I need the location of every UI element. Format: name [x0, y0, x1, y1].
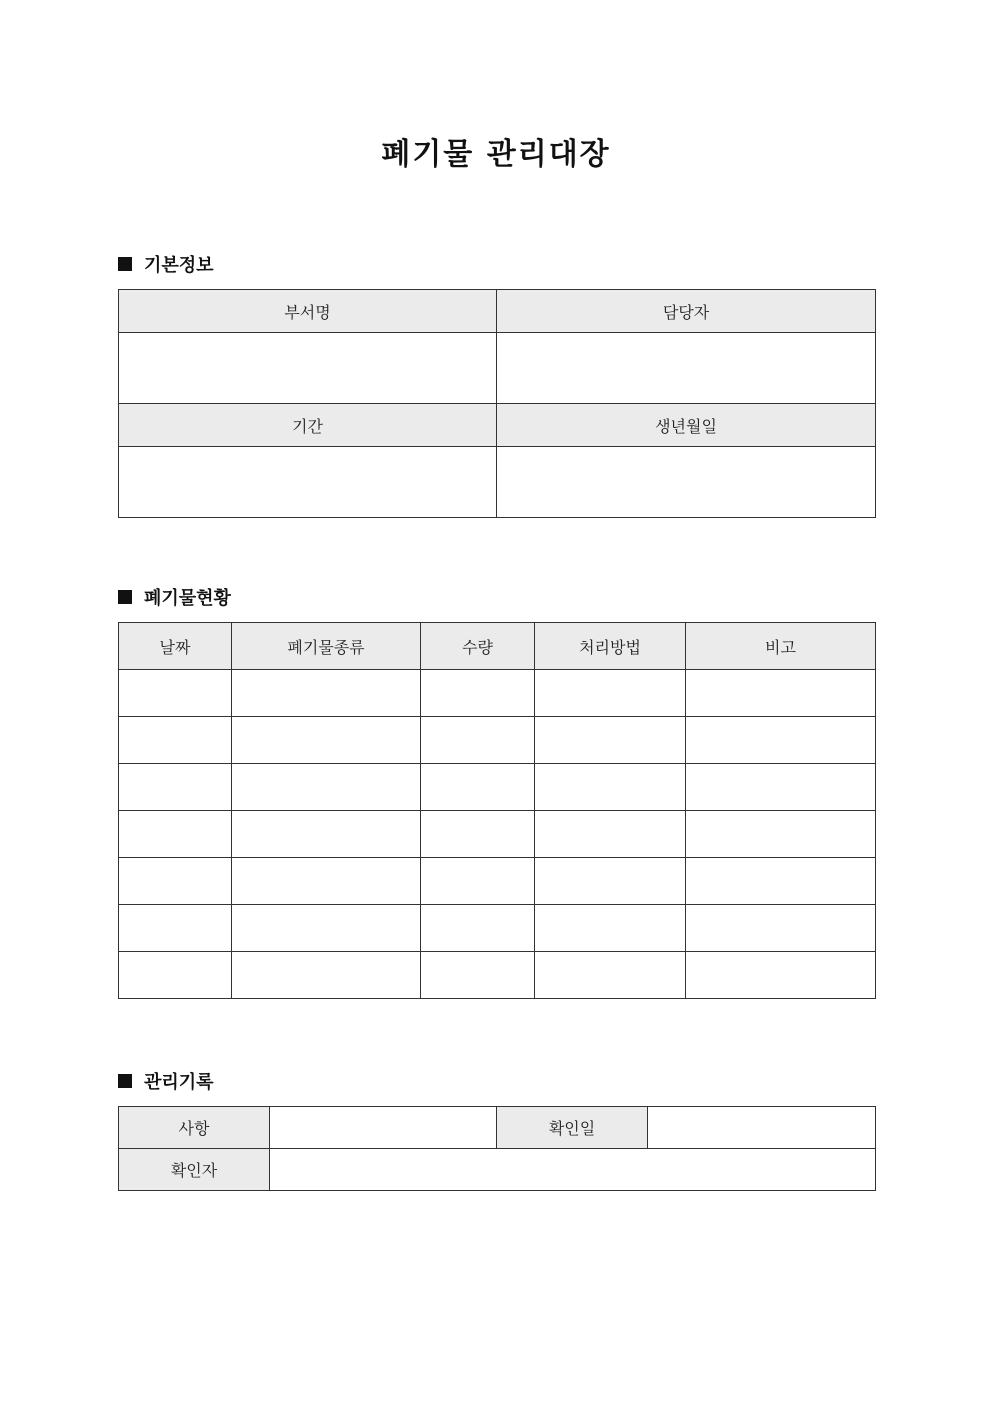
- table-cell[interactable]: [119, 952, 232, 999]
- section-heading-management-record: [118, 1069, 214, 1093]
- birthdate-label: 생년월일: [497, 404, 876, 447]
- table-cell[interactable]: [686, 952, 876, 999]
- table-cell[interactable]: [535, 905, 686, 952]
- section-heading-label: 폐기물현황: [144, 588, 231, 609]
- table-cell[interactable]: [232, 717, 421, 764]
- section-heading-waste-status: [118, 585, 231, 609]
- checker-label: 확인자: [119, 1149, 270, 1191]
- table-cell[interactable]: [421, 717, 535, 764]
- period-label: 기간: [119, 404, 497, 447]
- section-heading-basic-info: [118, 252, 214, 276]
- table-cell[interactable]: [686, 670, 876, 717]
- table-cell[interactable]: [686, 717, 876, 764]
- table-cell[interactable]: [686, 811, 876, 858]
- table-row: [119, 670, 876, 717]
- column-header-waste-type: 폐기물종류: [232, 623, 421, 670]
- section-heading-label: 관리기록: [144, 1072, 214, 1093]
- table-row: [119, 952, 876, 999]
- table-cell[interactable]: [535, 670, 686, 717]
- table-row: [119, 717, 876, 764]
- table-cell[interactable]: [535, 858, 686, 905]
- table-cell[interactable]: [535, 952, 686, 999]
- table-cell[interactable]: [119, 858, 232, 905]
- basic-info-table: [118, 289, 876, 518]
- table-cell[interactable]: [535, 764, 686, 811]
- table-cell[interactable]: [421, 764, 535, 811]
- manager-field[interactable]: [497, 333, 876, 404]
- square-bullet-icon: [118, 257, 132, 271]
- table-cell[interactable]: [686, 905, 876, 952]
- waste-status-table: [118, 622, 876, 999]
- column-header-date: 날짜: [119, 623, 232, 670]
- table-cell[interactable]: [119, 717, 232, 764]
- table-cell[interactable]: [421, 905, 535, 952]
- square-bullet-icon: [118, 590, 132, 604]
- column-header-quantity: 수량: [421, 623, 535, 670]
- table-row: [119, 858, 876, 905]
- table-cell[interactable]: [686, 764, 876, 811]
- management-record-table: [118, 1106, 876, 1191]
- table-cell[interactable]: [535, 811, 686, 858]
- table-cell[interactable]: [421, 670, 535, 717]
- birthdate-field[interactable]: [497, 447, 876, 518]
- check-date-field[interactable]: [648, 1107, 876, 1149]
- table-cell[interactable]: [535, 717, 686, 764]
- table-cell[interactable]: [119, 905, 232, 952]
- table-cell[interactable]: [119, 670, 232, 717]
- table-cell[interactable]: [686, 858, 876, 905]
- check-date-label: 확인일: [497, 1107, 648, 1149]
- item-field[interactable]: [270, 1107, 497, 1149]
- department-field[interactable]: [119, 333, 497, 404]
- table-cell[interactable]: [119, 764, 232, 811]
- table-cell[interactable]: [421, 952, 535, 999]
- table-cell[interactable]: [232, 905, 421, 952]
- square-bullet-icon: [118, 1074, 132, 1088]
- table-cell[interactable]: [232, 670, 421, 717]
- column-header-disposal-method: 처리방법: [535, 623, 686, 670]
- table-row: [119, 764, 876, 811]
- table-row: [119, 811, 876, 858]
- table-cell[interactable]: [232, 952, 421, 999]
- table-cell[interactable]: [232, 811, 421, 858]
- table-row: [119, 905, 876, 952]
- period-field[interactable]: [119, 447, 497, 518]
- checker-field[interactable]: [270, 1149, 876, 1191]
- section-heading-label: 기본정보: [144, 255, 214, 276]
- column-header-remarks: 비고: [686, 623, 876, 670]
- table-cell[interactable]: [421, 858, 535, 905]
- table-cell[interactable]: [421, 811, 535, 858]
- page-title: 폐기물 관리대장: [381, 137, 611, 172]
- item-label: 사항: [119, 1107, 270, 1149]
- table-cell[interactable]: [232, 764, 421, 811]
- manager-label: 담당자: [497, 290, 876, 333]
- department-label: 부서명: [119, 290, 497, 333]
- table-cell[interactable]: [232, 858, 421, 905]
- table-cell[interactable]: [119, 811, 232, 858]
